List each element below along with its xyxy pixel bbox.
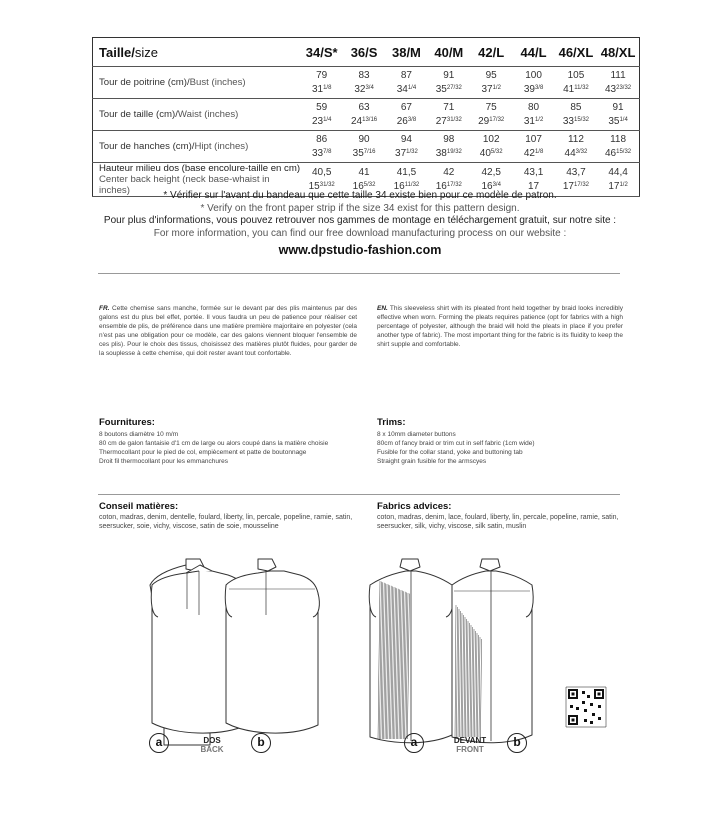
measurement-inches (428, 146, 470, 160)
measurement-label-en: Hipt (inches) (194, 141, 249, 152)
measurement-cell (597, 131, 639, 163)
measurement-cell (301, 99, 343, 131)
measurement-cell (555, 99, 597, 131)
supplies-fr (99, 418, 359, 466)
measurement-cell (385, 67, 427, 99)
qr-code (566, 687, 606, 727)
inches-whole: 43 (604, 83, 617, 95)
measurement-cell (470, 99, 512, 131)
back-label-fr: DOS (203, 736, 221, 745)
size-column-header: 42/L (470, 38, 512, 67)
view-b-front-label: b (507, 733, 527, 753)
measurement-inches (343, 114, 385, 128)
measurement-row (93, 99, 640, 131)
measurement-cell (385, 131, 427, 163)
size-title (93, 38, 301, 67)
inches-whole: 17 (562, 180, 574, 192)
measurement-cell (512, 131, 554, 163)
size-table (92, 37, 640, 197)
measurement-inches (428, 82, 470, 96)
fabrics-en (377, 502, 623, 531)
measurement-inches (301, 114, 343, 128)
description-en-text: This sleeveless shirt with its pleated front held together by braid looks incredibly effective when worn. Forming the pleats requires patience (opt for fabrics with a high percentage of polyester, although the braid will hold the pleats in place if you prefer another type of fabric). The most important thing for the fabric is its fluidity to keep the shirt supple and comfortable. (377, 305, 623, 348)
measurement-cm: 85 (570, 101, 582, 113)
inches-fraction: 11/32 (574, 84, 589, 91)
measurement-inches (555, 114, 597, 128)
front-label-en: FRONT (456, 745, 484, 754)
size-column-header: 38/M (385, 38, 427, 67)
inches-whole: 42 (523, 147, 535, 159)
back-view-b-drawing (225, 559, 319, 733)
measurement-row (93, 67, 640, 99)
inches-whole: 17 (528, 180, 540, 192)
measurement-inches (385, 114, 427, 128)
inches-fraction: 13/16 (362, 116, 378, 123)
measurement-cm: 105 (567, 69, 585, 81)
measurement-cm: 59 (316, 101, 328, 113)
inches-fraction: 3/32 (575, 148, 588, 155)
size-column-header: 44/L (512, 38, 554, 67)
inches-fraction: 7/16 (363, 148, 376, 155)
inches-fraction: 1/2 (492, 84, 501, 91)
inches-fraction: 1/2 (619, 181, 628, 188)
measurement-cm: 95 (485, 69, 497, 81)
measurement-cell (428, 99, 470, 131)
measurement-cm: 102 (482, 133, 500, 145)
measurement-inches (597, 114, 639, 128)
website-link[interactable]: www.dpstudio-fashion.com (278, 243, 442, 257)
measurement-inches (301, 146, 343, 160)
inches-whole: 37 (395, 147, 407, 159)
measurement-cm: 98 (443, 133, 455, 145)
inches-fraction: 1/8 (323, 84, 332, 91)
measurement-cell (301, 67, 343, 99)
size-title-fr: Taille/ (99, 44, 135, 60)
measurement-inches (385, 82, 427, 96)
inches-whole: 33 (311, 147, 324, 159)
measurement-cm: 41 (358, 166, 370, 178)
inches-fraction: 17/32 (489, 116, 505, 123)
inches-fraction: 31/32 (446, 116, 462, 123)
measurement-cm: 90 (358, 133, 370, 145)
measurement-cell (597, 67, 639, 99)
supplies-fr-item: Thermocollant pour le pied de col, empiècement et patte de boutonnage (99, 449, 307, 456)
divider (98, 494, 620, 495)
inches-fraction: 7/8 (323, 148, 332, 155)
view-a-back-label: a (149, 733, 169, 753)
inches-whole: 16 (393, 180, 405, 192)
inches-whole: 35 (435, 83, 447, 95)
measurement-cell (343, 131, 385, 163)
measurement-cell (301, 131, 343, 163)
measurement-cm: 100 (525, 69, 542, 81)
inches-fraction: 1/4 (323, 116, 332, 123)
measurement-inches (343, 82, 385, 96)
measurement-inches (428, 114, 470, 128)
inches-whole: 32 (354, 83, 366, 95)
measurement-inches (512, 146, 554, 160)
measurement-inches (512, 114, 554, 128)
inches-whole: 35 (352, 147, 364, 159)
inches-whole: 33 (562, 115, 574, 127)
size-column-header: 48/XL (597, 38, 639, 67)
inches-whole: 26 (396, 115, 408, 127)
measurement-inches (301, 82, 343, 96)
measurement-cm: 94 (400, 133, 412, 145)
measurement-cm: 91 (612, 101, 624, 113)
measurement-label (93, 67, 301, 99)
view-a-front-label: a (404, 733, 424, 753)
info-notes (0, 190, 720, 257)
measurement-inches (555, 146, 597, 160)
inches-whole: 15 (308, 180, 320, 192)
inches-whole: 40 (479, 147, 491, 159)
fabrics-fr-title: Conseil matières: (99, 501, 179, 512)
divider (98, 273, 620, 274)
supplies-fr-item: Droit fil thermocollant pour les emmanchures (99, 458, 228, 465)
inches-fraction: 23/32 (616, 84, 632, 91)
measurement-inches (385, 146, 427, 160)
supplies-en-item: 8 x 10mm diameter buttons (377, 431, 456, 438)
inches-whole: 29 (478, 115, 490, 127)
measurement-cm: 43,1 (523, 166, 544, 178)
measurement-label-en: Center back height (neck base-whaist in inches) (99, 174, 270, 196)
front-view-label (445, 736, 495, 754)
measurement-cm: 42 (443, 166, 455, 178)
fabrics-en-title: Fabrics advices: (377, 501, 452, 512)
measurement-cell (385, 99, 427, 131)
measurement-cm: 79 (316, 69, 328, 81)
measurement-cell (512, 99, 554, 131)
technical-drawings (0, 545, 720, 810)
inches-whole: 44 (564, 147, 576, 159)
fabrics-fr (99, 502, 359, 531)
info-note-fr: Pour plus d'informations, vous pouvez retrouver nos gammes de montage en téléchargement gratuit, sur notre site : (103, 215, 617, 226)
measurement-inches (555, 82, 597, 96)
measurement-cell (428, 131, 470, 163)
inches-whole: 24 (350, 115, 363, 127)
supplies-en (377, 418, 623, 466)
measurement-cm: 40,5 (311, 166, 332, 178)
back-view-label (192, 736, 232, 754)
measurement-label-fr: Tour de poitrine (cm)/ (99, 77, 190, 88)
description-fr (99, 304, 357, 358)
measurement-cm: 41,5 (396, 166, 417, 178)
inches-fraction: 5/32 (363, 181, 376, 188)
measurement-cm: 118 (610, 133, 627, 145)
inches-whole: 16 (352, 180, 364, 192)
inches-fraction: 15/32 (616, 148, 632, 155)
description-fr-text: Cette chemise sans manche, formée sur le devant par des plis maintenus par des galons est du plus bel effet, portée. Il vous faudra un peu de patience pour réaliser cet ensemble de plis, de préférence dans une matière première majoritaire en polyester (cela n'est pas une obligation pour ce modèle, car des galons viennent bloquer l'ensemble de ces plis). Pour le choix des tissus, choisissez des matières plutôt fluides, pour garder de la souplesse à cette chemise, qui doit rester avant tout confortable. (99, 305, 357, 357)
measurement-inches (470, 146, 512, 160)
measurement-cell (555, 67, 597, 99)
measurement-cell (512, 67, 554, 99)
inches-whole: 31 (523, 115, 535, 127)
inches-fraction: 1/4 (407, 84, 417, 91)
inches-fraction: 3/4 (492, 181, 501, 188)
size-header-row (93, 38, 640, 67)
measurement-label (93, 131, 301, 163)
measurement-inches (470, 114, 512, 128)
measurement-cm: 44,4 (608, 166, 628, 178)
inches-whole: 27 (435, 115, 447, 127)
fabrics-fr-text: coton, madras, denim, dentelle, foulard, liberty, lin, percale, popeline, ramie, satin, seersucker, soie, vichy, viscose, satin de soie, mousseline (99, 514, 353, 530)
measurement-cm: 75 (485, 101, 497, 113)
measurement-cm: 83 (358, 69, 370, 81)
supplies-fr-item: 80 cm de galon fantaisie d'1 cm de large ou alors coupé dans la matière choisie (99, 440, 329, 447)
inches-whole: 16 (481, 180, 493, 192)
measurement-cm: 91 (443, 69, 455, 81)
measurement-inches (597, 82, 639, 96)
measurement-label (93, 99, 301, 131)
measurement-inches (512, 82, 554, 96)
measurement-cm: 87 (400, 69, 412, 81)
back-label-en: BACK (200, 745, 224, 754)
measurement-cm: 63 (358, 101, 370, 113)
inches-fraction: 1/8 (534, 148, 544, 155)
description-en (377, 304, 623, 349)
measurement-inches (470, 82, 512, 96)
inches-whole: 16 (435, 180, 447, 192)
supplies-fr-item: 8 boutons diamètre 10 m/m (99, 431, 179, 438)
measurement-cm: 112 (567, 133, 584, 145)
info-note-en: For more information, you can find our free download manufacturing process on our website : (153, 227, 567, 239)
measurement-row (93, 131, 640, 163)
measurement-label-en: Waist (inches) (177, 109, 239, 120)
inches-whole: 39 (523, 83, 535, 95)
measurement-cell (343, 99, 385, 131)
measurement-cm: 86 (316, 133, 328, 145)
inches-fraction: 1/2 (534, 116, 544, 123)
measurement-cm: 80 (528, 101, 540, 113)
description-en-lead: EN. (377, 305, 388, 312)
measurement-cm: 43,7 (566, 166, 586, 178)
measurement-cell (343, 67, 385, 99)
measurement-label-fr: Hauteur milieu dos (base encolure-taille en cm) (99, 163, 301, 174)
inches-whole: 35 (608, 115, 620, 127)
measurement-inches (343, 146, 385, 160)
measurement-cell (597, 99, 639, 131)
size-column-header: 36/S (343, 38, 385, 67)
supplies-en-title: Trims: (377, 417, 406, 428)
inches-fraction: 17/32 (446, 181, 462, 188)
size-column-header: 46/XL (555, 38, 597, 67)
inches-fraction: 5/32 (490, 148, 503, 155)
inches-whole: 17 (608, 180, 620, 192)
measurement-cm: 111 (610, 69, 626, 81)
view-b-back-label: b (251, 733, 271, 753)
measurement-label-fr: Tour de taille (cm)/ (99, 109, 178, 120)
measurement-label-en: Bust (inches) (189, 77, 246, 88)
size-title-en: size (134, 44, 159, 60)
front-label-fr: DEVANT (453, 736, 487, 745)
measurement-cell (470, 131, 512, 163)
supplies-en-item: Fusible for the collar stand, yoke and buttoning tab (377, 449, 523, 456)
inches-whole: 37 (481, 83, 493, 95)
inches-fraction: 31/32 (319, 181, 335, 188)
size-column-header: 40/M (428, 38, 470, 67)
measurement-cell (428, 67, 470, 99)
fabrics-en-text: coton, madras, denim, lace, foulard, liberty, lin, percale, popeline, ramie, satin, seersucker, silk, vichy, viscose, silk satin, muslin (377, 514, 619, 530)
inches-fraction: 11/32 (404, 181, 420, 188)
shirt-drawings-svg (0, 545, 720, 810)
inches-whole: 46 (604, 147, 617, 159)
measurement-cm: 71 (443, 101, 455, 113)
verify-note-fr: * Vérifier sur l'avant du bandeau que cette taille 34 existe bien pour ce modèle de patron. (163, 190, 557, 201)
measurement-cm: 42,5 (481, 166, 501, 178)
supplies-fr-title: Fournitures: (99, 417, 155, 428)
inches-whole: 38 (435, 147, 447, 159)
inches-fraction: 27/32 (446, 84, 462, 91)
measurement-inches (597, 146, 639, 160)
size-column-header: 34/S* (301, 38, 343, 67)
inches-fraction: 1/4 (619, 116, 628, 123)
measurement-cell (470, 67, 512, 99)
measurement-cm: 107 (525, 133, 542, 145)
inches-whole: 34 (396, 83, 408, 95)
measurement-cell (555, 131, 597, 163)
measurement-cm: 67 (400, 101, 412, 113)
supplies-en-item: Straight grain fusible for the armscyes (377, 458, 487, 465)
measurement-label-fr: Tour de hanches (cm)/ (99, 141, 195, 152)
inches-fraction: 15/32 (573, 116, 589, 123)
inches-whole: 41 (563, 83, 575, 95)
inches-fraction: 3/4 (365, 84, 374, 91)
inches-fraction: 3/8 (407, 116, 417, 123)
description-fr-lead: FR. (99, 305, 110, 312)
supplies-en-item: 80cm of fancy braid or trim cut in self fabric (1cm wide) (377, 440, 535, 447)
inches-fraction: 17/32 (573, 181, 589, 188)
inches-whole: 23 (311, 115, 324, 127)
verify-note-en: * Verify on the front paper strip if the size 34 exist for this pattern design. (200, 202, 520, 214)
inches-fraction: 1/32 (406, 148, 418, 155)
inches-fraction: 19/32 (446, 148, 462, 155)
inches-fraction: 3/8 (534, 84, 544, 91)
inches-whole: 31 (311, 83, 324, 95)
